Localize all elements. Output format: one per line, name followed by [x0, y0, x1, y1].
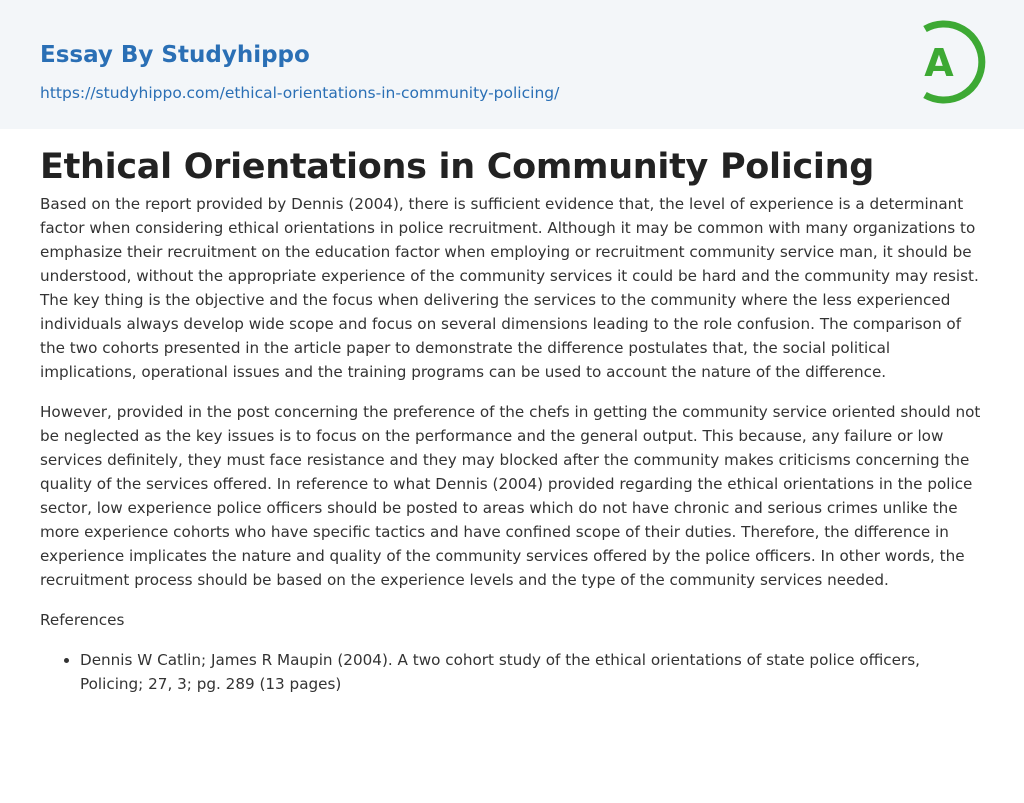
- references-heading: References: [40, 611, 125, 629]
- article-content: [0, 146, 1024, 696]
- reference-item: • Dennis W Catlin; James R Maupin (2004). A two cohort study of the ethical orientations of state police officers, Policing; 27, 3; pg. 289 (13 pages): [80, 648, 984, 696]
- studyhippo-logo-icon[interactable]: [910, 18, 988, 106]
- article-paragraph-2: However, provided in the post concerning the preference of the chefs in getting the community service oriented should not be neglected as the key issues is to focus on the performance and the general output. This because, any failure or low services definitely, they must face resistance and they may blocked after the community makes criticisms concerning the quality of the services offered. In reference to what Dennis (2004) provided regarding the ethical orientations in the police sector, low experience police officers should be posted to areas which do not have chronic and serious crimes unlike the more experience cohorts who have specific tactics and have confined scope of their duties. Therefore, the difference in experience implicates the nature and quality of the community services offered by the police officers. In other words, the recruitment process should be based on the experience levels and the type of the community services needed.: [40, 403, 981, 589]
- article-paragraph-1: Based on the report provided by Dennis (2004), there is sufficient evidence that, the level of experience is a determinant factor when considering ethical orientations in police recruitment. Although it may be common with many organizations to emphasize their recruitment on the education factor when employing or recruitment community service man, it should be understood, without the appropriate experience of the community services it could be hard and the community may resist. The key thing is the objective and the focus when delivering the services to the community where the less experienced individuals always develop wide scope and focus on several dimensions leading to the role confusion. The comparison of the two cohorts presented in the article paper to demonstrate the difference postulates that, the social political implications, operational issues and the training programs can be used to account the nature of the difference.: [40, 195, 979, 381]
- source-url-link[interactable]: https://studyhippo.com/ethical-orientations-in-community-policing/: [40, 84, 560, 102]
- brand-title: Essay By Studyhippo: [40, 42, 310, 68]
- references-list: [40, 648, 984, 696]
- page-header: [0, 0, 1024, 129]
- logo-letter: A: [924, 41, 954, 85]
- article-title: Ethical Orientations in Community Policing: [40, 147, 874, 187]
